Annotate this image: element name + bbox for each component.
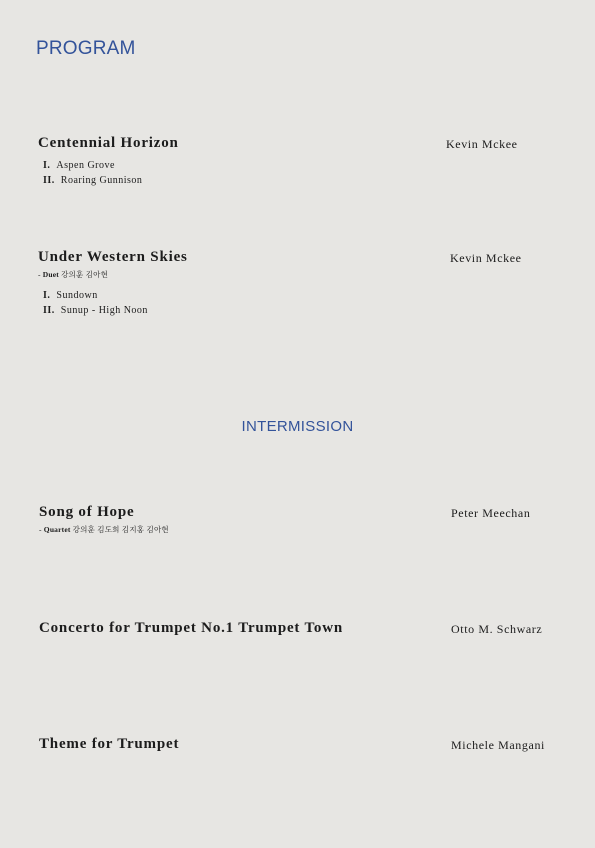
movement-name: Sunup - High Noon <box>60 305 148 316</box>
movement-list <box>43 288 188 318</box>
piece-composer: Peter Meechan <box>451 506 531 520</box>
performers-prefix: - <box>38 270 43 279</box>
performer-names: 강의훈 김도희 김지홍 김아현 <box>72 525 169 534</box>
composer-wrap <box>451 506 530 521</box>
performers-line <box>38 269 188 280</box>
performers-prefix: - <box>39 525 44 534</box>
composer-wrap <box>451 738 545 753</box>
movement-item <box>43 173 179 188</box>
movement-name: Roaring Gunnison <box>60 175 143 186</box>
movement-item <box>43 303 188 318</box>
movement-number: I. <box>43 160 51 171</box>
composer-wrap <box>446 137 518 152</box>
movement-item <box>43 288 188 303</box>
movement-name: Sundown <box>56 290 98 301</box>
movement-number: I. <box>43 290 51 301</box>
piece-composer: Michele Mangani <box>451 738 545 752</box>
performer-names: 강의훈 김아현 <box>61 270 109 279</box>
movement-list <box>43 158 179 188</box>
piece-title: Under Western Skies <box>38 249 188 265</box>
composer-wrap <box>451 622 542 637</box>
piece-title: Centennial Horizon <box>38 135 179 151</box>
program-piece <box>39 620 343 637</box>
movement-item <box>43 158 179 173</box>
piece-composer: Kevin Mckee <box>450 251 522 265</box>
program-piece <box>39 736 179 753</box>
page-title: PROGRAM <box>36 38 136 59</box>
intermission-heading: INTERMISSION <box>241 418 354 435</box>
movement-number: II. <box>43 175 55 186</box>
ensemble-type: Quartet <box>43 525 71 534</box>
program-piece <box>38 135 179 188</box>
piece-composer: Otto M. Schwarz <box>451 622 543 636</box>
composer-wrap <box>450 251 522 266</box>
piece-title: Concerto for Trumpet No.1 Trumpet Town <box>39 620 344 636</box>
piece-title: Theme for Trumpet <box>39 736 180 752</box>
ensemble-type: Duet <box>42 270 59 279</box>
program-piece <box>39 504 169 535</box>
performers-line <box>39 524 169 535</box>
movement-number: II. <box>43 305 55 316</box>
program-piece <box>38 249 188 318</box>
movement-name: Aspen Grove <box>56 160 115 171</box>
piece-composer: Kevin Mckee <box>446 137 518 151</box>
piece-title: Song of Hope <box>39 504 135 520</box>
